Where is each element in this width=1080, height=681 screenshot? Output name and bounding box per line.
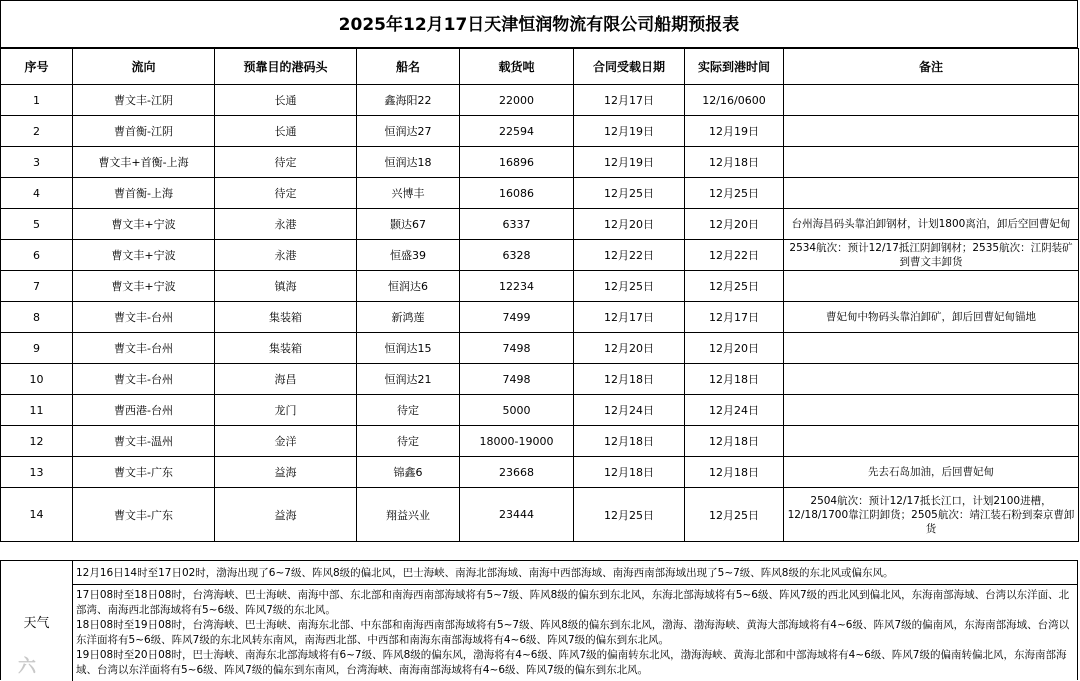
cell-contract-date: 12月17日 bbox=[574, 302, 685, 333]
cell-note bbox=[784, 364, 1079, 395]
cell-arrival: 12月18日 bbox=[685, 457, 784, 488]
cell-ship: 恒润达21 bbox=[357, 364, 460, 395]
cell-tonnage: 23444 bbox=[460, 488, 574, 542]
header-arrival: 实际到港时间 bbox=[685, 49, 784, 85]
cell-ship: 恒润达18 bbox=[357, 147, 460, 178]
cell-route: 曹文丰-台州 bbox=[73, 333, 215, 364]
cell-note bbox=[784, 147, 1079, 178]
table-row bbox=[1, 271, 1079, 302]
cell-note bbox=[784, 426, 1079, 457]
table-row bbox=[1, 178, 1079, 209]
table-row bbox=[1, 364, 1079, 395]
cell-no: 1 bbox=[1, 85, 73, 116]
table-row bbox=[1, 488, 1079, 542]
cell-note: 曹妃甸中物码头靠泊卸矿，卸后回曹妃甸锚地 bbox=[784, 302, 1079, 333]
cell-ship: 颢达67 bbox=[357, 209, 460, 240]
weather-forecast-day1: 17日08时至18日08时，台湾海峡、巴士海峡、南海中部、东北部和南海西南部海域将有5~7级、阵风8级的偏东到东北风，东海北部海域将有5~6级、阵风7级的西北风到偏北风，东海南部海域、台湾以东洋面、北部湾、南海西北部海域将有5~6级、阵风7级的东北风。 bbox=[76, 589, 1070, 616]
cell-port: 待定 bbox=[215, 147, 357, 178]
cell-no: 9 bbox=[1, 333, 73, 364]
cell-ship: 恒盛39 bbox=[357, 240, 460, 271]
cell-no: 14 bbox=[1, 488, 73, 542]
table-row bbox=[1, 116, 1079, 147]
cell-ship: 恒润达6 bbox=[357, 271, 460, 302]
cell-port: 永港 bbox=[215, 209, 357, 240]
cell-ship: 鑫海阳22 bbox=[357, 85, 460, 116]
cell-tonnage: 5000 bbox=[460, 395, 574, 426]
table-row bbox=[1, 426, 1079, 457]
cell-route: 曹文丰+宁波 bbox=[73, 271, 215, 302]
cell-arrival: 12月25日 bbox=[685, 178, 784, 209]
cell-contract-date: 12月18日 bbox=[574, 426, 685, 457]
header-route: 流向 bbox=[73, 49, 215, 85]
cell-route: 曹文丰-广东 bbox=[73, 457, 215, 488]
cell-tonnage: 18000-19000 bbox=[460, 426, 574, 457]
weather-forecast bbox=[73, 585, 1078, 681]
cell-tonnage: 7499 bbox=[460, 302, 574, 333]
cell-route: 曹文丰-温州 bbox=[73, 426, 215, 457]
cell-ship: 恒润达15 bbox=[357, 333, 460, 364]
cell-contract-date: 12月20日 bbox=[574, 209, 685, 240]
cell-route: 曹文丰-台州 bbox=[73, 302, 215, 333]
cell-port: 长通 bbox=[215, 85, 357, 116]
watermark-logo: 六 bbox=[18, 656, 37, 677]
cell-route: 曹西港-台州 bbox=[73, 395, 215, 426]
cell-ship: 待定 bbox=[357, 395, 460, 426]
cell-no: 12 bbox=[1, 426, 73, 457]
cell-note bbox=[784, 85, 1079, 116]
cell-contract-date: 12月25日 bbox=[574, 178, 685, 209]
cell-tonnage: 23668 bbox=[460, 457, 574, 488]
cell-arrival: 12月25日 bbox=[685, 271, 784, 302]
cell-arrival: 12月20日 bbox=[685, 333, 784, 364]
cell-port: 海昌 bbox=[215, 364, 357, 395]
cell-no: 4 bbox=[1, 178, 73, 209]
cell-route: 曹文丰-台州 bbox=[73, 364, 215, 395]
table-row bbox=[1, 395, 1079, 426]
cell-tonnage: 6337 bbox=[460, 209, 574, 240]
cell-arrival: 12月25日 bbox=[685, 488, 784, 542]
cell-contract-date: 12月20日 bbox=[574, 333, 685, 364]
cell-route: 曹文丰+宁波 bbox=[73, 240, 215, 271]
cell-note: 台州海昌码头靠泊卸钢材，计划1800离泊，卸后空回曹妃甸 bbox=[784, 209, 1079, 240]
schedule-table bbox=[0, 48, 1079, 542]
cell-no: 7 bbox=[1, 271, 73, 302]
cell-ship: 翔益兴业 bbox=[357, 488, 460, 542]
table-row bbox=[1, 302, 1079, 333]
cell-ship: 兴博丰 bbox=[357, 178, 460, 209]
cell-contract-date: 12月19日 bbox=[574, 116, 685, 147]
cell-contract-date: 12月24日 bbox=[574, 395, 685, 426]
cell-no: 3 bbox=[1, 147, 73, 178]
cell-tonnage: 16086 bbox=[460, 178, 574, 209]
cell-note bbox=[784, 116, 1079, 147]
cell-arrival: 12月18日 bbox=[685, 147, 784, 178]
cell-tonnage: 12234 bbox=[460, 271, 574, 302]
cell-port: 集装箱 bbox=[215, 302, 357, 333]
header-no: 序号 bbox=[1, 49, 73, 85]
cell-tonnage: 22000 bbox=[460, 85, 574, 116]
cell-arrival: 12月18日 bbox=[685, 426, 784, 457]
table-row bbox=[1, 333, 1079, 364]
weather-label: 天气 bbox=[1, 561, 73, 681]
table-row bbox=[1, 240, 1079, 271]
cell-no: 5 bbox=[1, 209, 73, 240]
cell-tonnage: 16896 bbox=[460, 147, 574, 178]
cell-tonnage: 7498 bbox=[460, 333, 574, 364]
cell-port: 永港 bbox=[215, 240, 357, 271]
cell-no: 11 bbox=[1, 395, 73, 426]
table-row bbox=[1, 457, 1079, 488]
weather-forecast-day2: 18日08时至19日08时，台湾海峡、巴士海峡、南海东北部、中东部和南海西南部海域将有5~7级、阵风8级的偏东到东北风，渤海、渤海海峡、黄海大部海域将有4~6级、阵风7级的偏南风，东海南部海域、台湾以东洋面将有5~6级、阵风7级的东北风转东南风，南海西北部、中西部和南海东南部海域将有4~6级、阵风7级的偏东到东北风。 bbox=[76, 619, 1070, 646]
cell-no: 2 bbox=[1, 116, 73, 147]
cell-arrival: 12月22日 bbox=[685, 240, 784, 271]
header-ship: 船名 bbox=[357, 49, 460, 85]
weather-section bbox=[0, 560, 1078, 680]
cell-route: 曹首衡-上海 bbox=[73, 178, 215, 209]
cell-ship: 待定 bbox=[357, 426, 460, 457]
cell-route: 曹文丰-广东 bbox=[73, 488, 215, 542]
cell-note: 2534航次：预计12/17抵江阴卸钢材；2535航次：江阴装矿到曹文丰卸货 bbox=[784, 240, 1079, 271]
cell-port: 益海 bbox=[215, 457, 357, 488]
cell-route: 曹文丰+宁波 bbox=[73, 209, 215, 240]
cell-tonnage: 6328 bbox=[460, 240, 574, 271]
cell-tonnage: 22594 bbox=[460, 116, 574, 147]
cell-arrival: 12月17日 bbox=[685, 302, 784, 333]
cell-contract-date: 12月19日 bbox=[574, 147, 685, 178]
cell-contract-date: 12月17日 bbox=[574, 85, 685, 116]
cell-ship: 新鸿莲 bbox=[357, 302, 460, 333]
header-row bbox=[1, 49, 1079, 85]
cell-port: 长通 bbox=[215, 116, 357, 147]
cell-ship: 锦鑫6 bbox=[357, 457, 460, 488]
cell-no: 8 bbox=[1, 302, 73, 333]
cell-arrival: 12月19日 bbox=[685, 116, 784, 147]
table-row bbox=[1, 147, 1079, 178]
cell-note: 先去石岛加油，后回曹妃甸 bbox=[784, 457, 1079, 488]
header-contract-date: 合同受载日期 bbox=[574, 49, 685, 85]
cell-no: 13 bbox=[1, 457, 73, 488]
cell-note bbox=[784, 333, 1079, 364]
cell-note bbox=[784, 178, 1079, 209]
cell-port: 待定 bbox=[215, 178, 357, 209]
cell-port: 集装箱 bbox=[215, 333, 357, 364]
cell-note bbox=[784, 271, 1079, 302]
weather-forecast-day3: 19日08时至20日08时，巴士海峡、南海东北部海域将有6~7级、阵风8级的偏东风，渤海将有4~6级、阵风7级的偏南转东北风，渤海海峡、黄海北部和中部海域将有4~6级、阵风7级的偏南转偏北风，东海南部海域、台湾以东洋面将有5~6级、阵风7级的偏东到东南风，台湾海峡、南海南部海域将有4~6级、阵风7级的偏东到东北风。 bbox=[76, 649, 1067, 676]
cell-contract-date: 12月18日 bbox=[574, 364, 685, 395]
cell-port: 金洋 bbox=[215, 426, 357, 457]
cell-note bbox=[784, 395, 1079, 426]
page-title: 2025年12月17日天津恒润物流有限公司船期预报表 bbox=[0, 0, 1078, 48]
cell-note: 2504航次：预计12/17抵长江口，计划2100进槽，12/18/1700靠江阴卸货；2505航次：靖江装石粉到秦京曹卸货 bbox=[784, 488, 1079, 542]
cell-contract-date: 12月25日 bbox=[574, 488, 685, 542]
cell-route: 曹文丰-江阴 bbox=[73, 85, 215, 116]
header-note: 备注 bbox=[784, 49, 1079, 85]
cell-no: 10 bbox=[1, 364, 73, 395]
cell-route: 曹首衡-江阴 bbox=[73, 116, 215, 147]
cell-arrival: 12/16/0600 bbox=[685, 85, 784, 116]
cell-tonnage: 7498 bbox=[460, 364, 574, 395]
cell-contract-date: 12月18日 bbox=[574, 457, 685, 488]
cell-arrival: 12月20日 bbox=[685, 209, 784, 240]
cell-ship: 恒润达27 bbox=[357, 116, 460, 147]
cell-port: 镇海 bbox=[215, 271, 357, 302]
cell-arrival: 12月18日 bbox=[685, 364, 784, 395]
cell-route: 曹文丰+首衡-上海 bbox=[73, 147, 215, 178]
cell-port: 益海 bbox=[215, 488, 357, 542]
header-port: 预靠目的港码头 bbox=[215, 49, 357, 85]
cell-contract-date: 12月25日 bbox=[574, 271, 685, 302]
table-row bbox=[1, 85, 1079, 116]
cell-contract-date: 12月22日 bbox=[574, 240, 685, 271]
cell-port: 龙门 bbox=[215, 395, 357, 426]
weather-observed-text: 12月16日14时至17日02时，渤海出现了6~7级、阵风8级的偏北风，巴士海峡、南海北部海域、南海中西部海域、南海西南部海域出现了5~7级、阵风8级的东北风或偏东风。 bbox=[73, 561, 1078, 585]
table-row bbox=[1, 209, 1079, 240]
header-tonnage: 载货吨 bbox=[460, 49, 574, 85]
cell-arrival: 12月24日 bbox=[685, 395, 784, 426]
cell-no: 6 bbox=[1, 240, 73, 271]
